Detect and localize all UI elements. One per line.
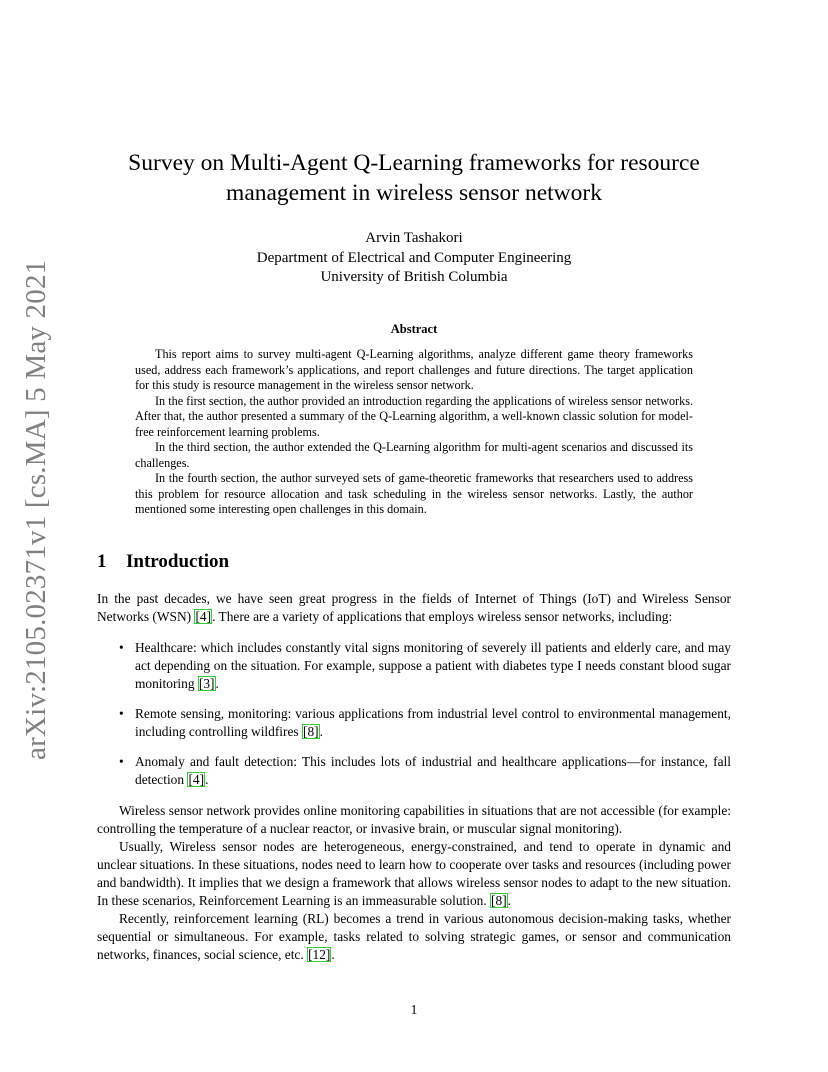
bullet-icon: • — [119, 640, 124, 655]
citation-link[interactable]: [12] — [308, 947, 331, 962]
citation-link[interactable]: [3] — [198, 676, 215, 691]
body-paragraph-2-end: . — [507, 893, 512, 908]
citation-link[interactable]: [4] — [195, 609, 212, 624]
abstract-body — [135, 347, 693, 518]
page-number: 1 — [410, 1002, 418, 1017]
section-number: 1 — [97, 551, 107, 572]
title-line-1: Survey on Multi-Agent Q-Learning frameworks for resource — [128, 150, 700, 176]
body-paragraph-3 — [97, 910, 731, 964]
title-line-2: management in wireless sensor network — [226, 180, 602, 206]
body-paragraph-2 — [97, 838, 731, 910]
application-list — [97, 639, 731, 789]
introduction-body — [97, 590, 731, 964]
list-item-text-end: . — [205, 772, 209, 787]
bullet-icon: • — [119, 706, 124, 721]
body-paragraph-2-text: Usually, Wireless sensor nodes are heterogeneous, energy-constrained, and tend to operate in dynamic and unclear situations. In these situations, nodes need to learn how to cooperate over tasks and resources (including power and bandwidth). It implies that we design a framework that allows wireless sensor nodes to adapt to the new situation. In these scenarios, Reinforcement Learning is an immeasurable solution. — [97, 839, 731, 908]
list-item-healthcare — [97, 639, 731, 693]
list-item-text-end: . — [319, 724, 323, 739]
section-heading-introduction — [97, 551, 229, 573]
body-paragraph-1: Wireless sensor network provides online monitoring capabilities in situations that are not accessible (for example: controlling the temperature of a nuclear reactor, or invasive brain, or muscular signal monitoring). — [97, 803, 731, 836]
list-item-text-end: . — [215, 676, 219, 691]
list-item-text: Healthcare: which includes constantly vital signs monitoring of severely ill patients and elderly care, and may act depending on the situation. For example, suppose a patient with diabetes type I needs constant blood sugar monitoring — [135, 640, 731, 691]
section-title: Introduction — [126, 551, 230, 572]
bullet-icon: • — [119, 754, 124, 769]
citation-link[interactable]: [8] — [302, 724, 319, 739]
author-department: Department of Electrical and Computer Engineering — [256, 249, 572, 266]
citation-link[interactable]: [4] — [188, 772, 205, 787]
list-item-remote-sensing — [97, 705, 731, 741]
list-item-text: Anomaly and fault detection: This includes lots of industrial and healthcare applications—for instance, fall detection — [135, 754, 731, 787]
author-block — [100, 229, 728, 288]
intro-paragraph — [97, 590, 731, 626]
citation-link[interactable]: [8] — [491, 893, 507, 908]
abstract-paragraph-4: In the fourth section, the author surveyed sets of game-theoretic frameworks that researchers used to address this problem for resource allocation and task scheduling in the wireless sensor networks. Lastly, the author mentioned some interesting open challenges in this domain. — [135, 471, 693, 516]
arxiv-identifier-text: arXiv:2105.02371v1 [cs.MA] 5 May 2021 — [20, 259, 52, 760]
intro-text: In the past decades, we have seen great progress in the fields of Internet of Things (IoT) and Wireless Sensor Networks (WSN) — [97, 591, 731, 624]
author-name: Arvin Tashakori — [365, 230, 463, 246]
list-item-anomaly-detection — [97, 753, 731, 789]
paper-title — [100, 148, 728, 208]
body-paragraph-3-end: . — [331, 947, 335, 962]
intro-text-end: . There are a variety of applications that employs wireless sensor networks, including: — [212, 609, 673, 624]
abstract-paragraph-1: This report aims to survey multi-agent Q-Learning algorithms, analyze different game theory frameworks used, address each framework’s applications, and report challenges and future directions. The target application for this study is resource management in the wireless sensor network. — [135, 347, 693, 392]
abstract-paragraph-2: In the first section, the author provided an introduction regarding the applications of wireless sensor networks. After that, the author presented a summary of the Q-Learning algorithm, a well-known classic solution for model-free reinforcement learning problems. — [135, 393, 693, 439]
abstract-heading: Abstract — [390, 322, 438, 336]
abstract-paragraph-3: In the third section, the author extended the Q-Learning algorithm for multi-agent scenarios and discussed its challenges. — [135, 440, 693, 470]
arxiv-identifier-stamp — [20, 259, 52, 760]
list-item-text: Remote sensing, monitoring: various applications from industrial level control to environmental management, including controlling wildfires — [135, 706, 731, 739]
author-university: University of British Columbia — [320, 269, 508, 285]
body-paragraph-3-text: Recently, reinforcement learning (RL) becomes a trend in various autonomous decision-making tasks, whether sequential or simultaneous. For example, tasks related to solving strategic games, or sensor and communication networks, finances, social science, etc. — [97, 911, 731, 962]
